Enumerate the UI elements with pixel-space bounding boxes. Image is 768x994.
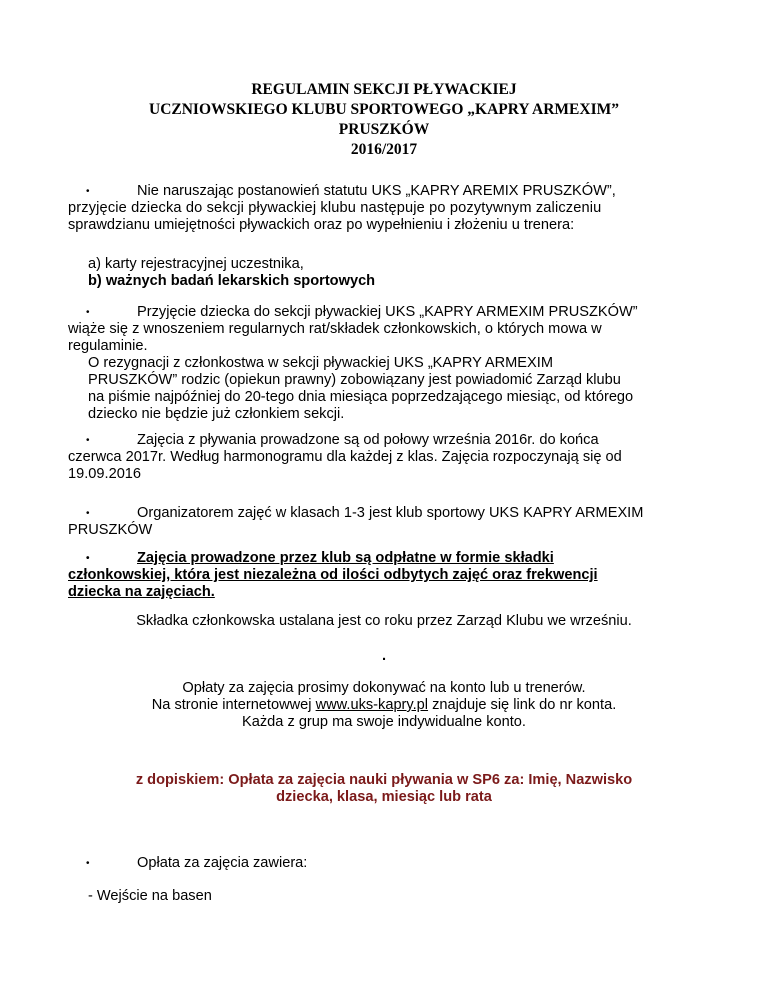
- paragraph-paid-classes: [68, 550, 700, 601]
- p5-line-3: dziecka na zajęciach.: [68, 584, 215, 600]
- payments-line-2-pre: Na stronie internetowwej: [151, 697, 316, 713]
- p1-line-1: Nie naruszając postanowień statutu UKS „KAPRY AREMIX PRUSZKÓW”,: [137, 183, 616, 199]
- resignation-block: [68, 355, 700, 423]
- fee-note: Składka członkowska ustalana jest co roku przez Zarząd Klubu we wrześniu.: [136, 613, 632, 629]
- payments-line-1: Opłaty za zajęcia prosimy dokonywać na konto lub u trenerów.: [182, 680, 586, 696]
- p4-line-2: PRUSZKÓW: [68, 522, 153, 538]
- p2-line-3: regulaminie.: [68, 338, 148, 354]
- payment-title-note: [68, 772, 700, 806]
- p2-line-1: Przyjęcie dziecka do sekcji pływackiej UKS „KAPRY ARMEXIM PRUSZKÓW”: [137, 304, 638, 320]
- p4-line-1: Organizatorem zajęć w klasach 1-3 jest klub sportowy UKS KAPRY ARMEXIM: [137, 505, 644, 521]
- p6-line-1: Opłata za zajęcia zawiera:: [137, 855, 308, 871]
- paragraph-admission: [68, 183, 700, 234]
- paragraph-organizer: [68, 505, 700, 539]
- p2-sub-line-1: O rezygnacji z członkostwa w sekcji pływackiej UKS „KAPRY ARMEXIM: [88, 355, 553, 371]
- annotation-line-1: z dopiskiem: Opłata za zajęcia nauki pływania w SP6 za: Imię, Nazwisko: [135, 772, 633, 788]
- title-line-2: UCZNIOWSKIEGO KLUBU SPORTOWEGO „KAPRY ARMEXIM”: [149, 101, 619, 118]
- title-line-4: 2016/2017: [350, 141, 418, 158]
- bullet-icon: •: [86, 186, 90, 197]
- p3-line-1: Zajęcia z pływania prowadzone są od połowy września 2016r. do końca: [137, 432, 599, 448]
- list-item-b: b) ważnych badań lekarskich sportowych: [88, 273, 376, 289]
- payments-line-2-post: znajduje się link do nr konta.: [428, 697, 617, 713]
- bullet-icon: •: [86, 508, 90, 519]
- paragraph-membership: [68, 304, 700, 423]
- p3-line-3: 19.09.2016: [68, 466, 142, 482]
- p2-sub-line-3: na piśmie najpóźniej do 20-tego dnia miesiąca poprzedzającego miesiąc, od którego: [88, 389, 634, 405]
- annotation-line-2: dziecka, klasa, miesiąc lub rata: [276, 789, 492, 805]
- club-website-link[interactable]: www.uks-kapry.pl: [315, 697, 429, 713]
- p2-sub-line-4: dziecko nie będzie już członkiem sekcji.: [88, 406, 345, 422]
- payments-line-3: Każda z grup ma swoje indywidualne konto.: [242, 714, 526, 730]
- bullet-icon: •: [86, 858, 90, 869]
- p2-line-2: wiąże się z wnoszeniem regularnych rat/składek członkowskich, o których mowa w: [68, 321, 602, 337]
- p2-sub-line-2: PRUSZKÓW” rodzic (opiekun prawny) zobowiązany jest powiadomić Zarząd klubu: [88, 372, 621, 388]
- p5-line-1: Zajęcia prowadzone przez klub są odpłatne w formie składki: [137, 550, 554, 566]
- payments-info: [68, 680, 700, 731]
- fee-includes-item: - Wejście na basen: [88, 888, 212, 904]
- paragraph-schedule: [68, 432, 700, 483]
- bullet-icon: •: [86, 307, 90, 318]
- p1-line-2: przyjęcie dziecka do sekcji pływackiej klubu następuje po pozytywnym zaliczeniu: [68, 200, 602, 216]
- title-line-3: PRUSZKÓW: [338, 121, 430, 138]
- bullet-icon: •: [86, 435, 90, 446]
- bullet-icon: •: [86, 553, 90, 564]
- document-title: [0, 80, 768, 160]
- required-documents-list: [88, 256, 688, 290]
- paragraph-fee-includes: [68, 855, 700, 872]
- p5-line-2: członkowskiej, która jest niezależna od ilości odbytych zajęć oraz frekwencji: [68, 567, 598, 583]
- p1-line-3: sprawdzianu umiejętności pływackich oraz po wypełnieniu i złożeniu u trenera:: [68, 217, 575, 233]
- dot-separator: .: [381, 648, 387, 664]
- list-item-a: a) karty rejestracyjnej uczestnika,: [88, 256, 304, 272]
- p3-line-2: czerwca 2017r. Według harmonogramu dla każdej z klas. Zajęcia rozpoczynają się od: [68, 449, 622, 465]
- title-line-1: REGULAMIN SEKCJI PŁYWACKIEJ: [251, 81, 517, 98]
